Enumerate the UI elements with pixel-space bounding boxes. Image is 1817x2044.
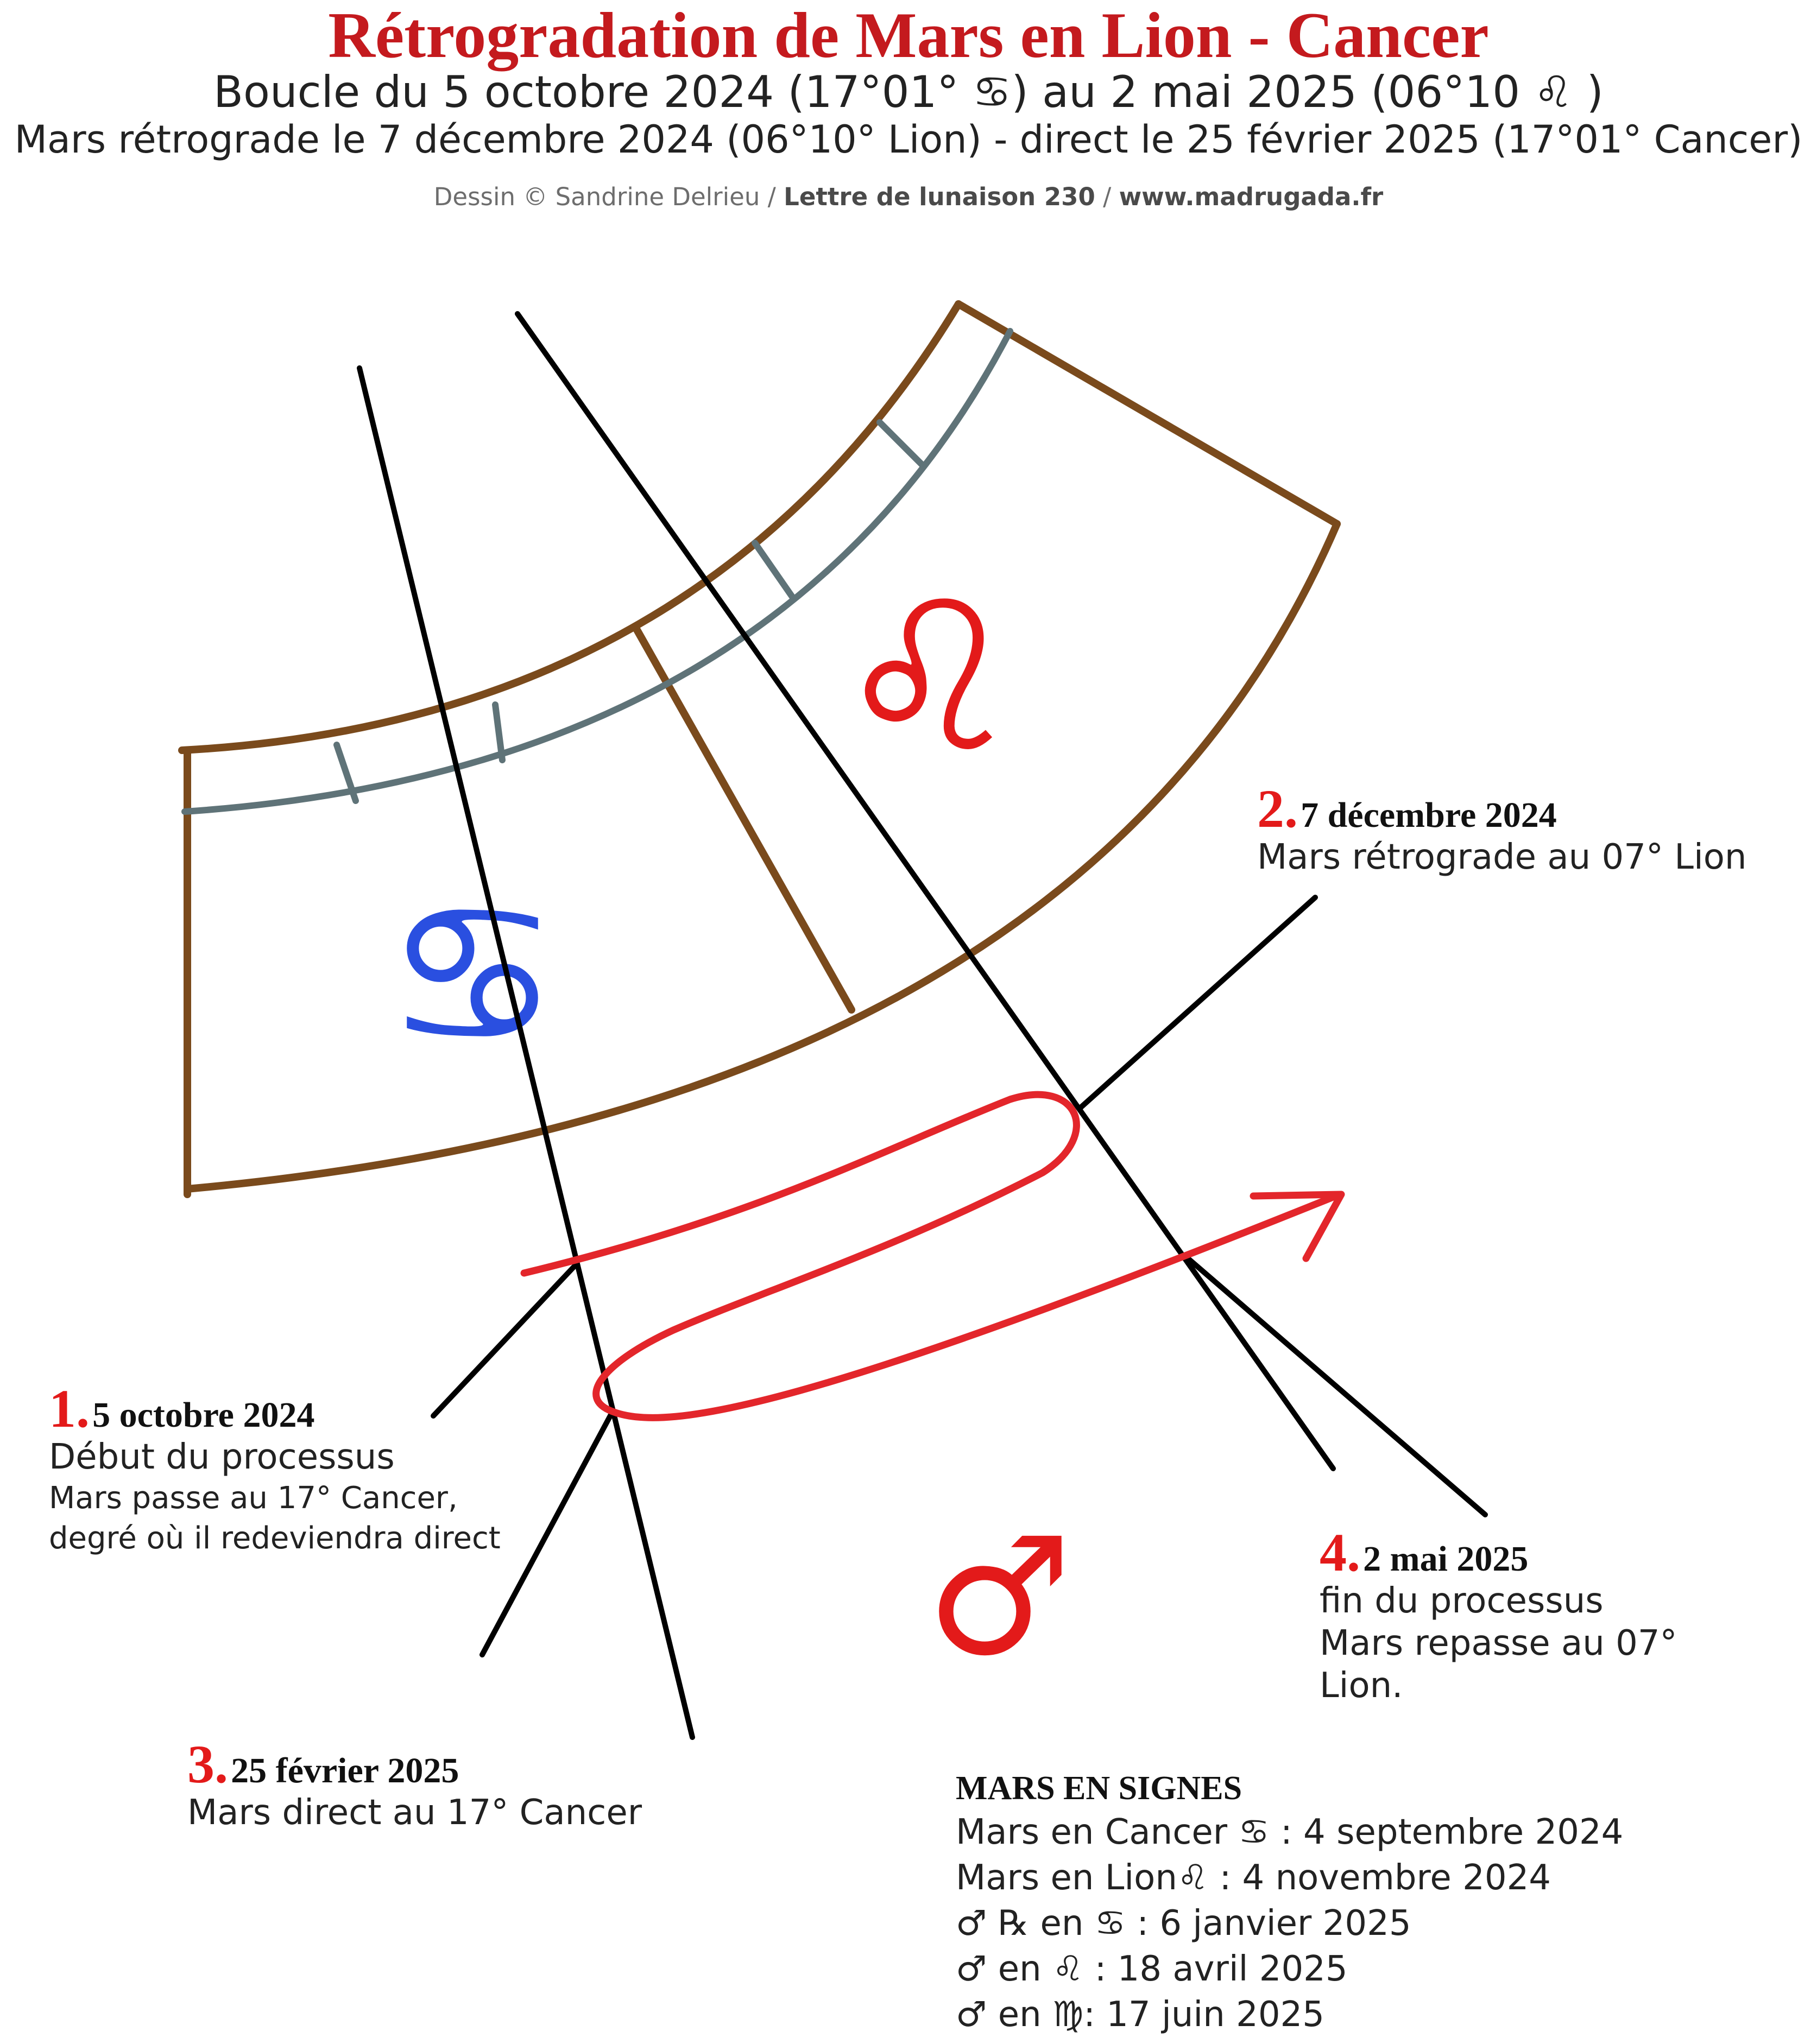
event-4-label	[1320, 1522, 1677, 1707]
degree-tick	[755, 543, 792, 596]
event-4-date: 2 mai 2025	[1363, 1539, 1529, 1579]
mars-in-signs-row: ♂ en ♌ : 18 avril 2025	[956, 1949, 1348, 1989]
leo-glyph-icon: ♌	[836, 558, 1021, 798]
event-2-number: 2.	[1257, 779, 1298, 839]
subtitle-loop-dates: Boucle du 5 octobre 2024 (17°01° ♋) au 2 mai 2025 (06°10 ♌ )	[213, 67, 1604, 117]
leo-07-degree-line	[518, 314, 1333, 1469]
zodiac-wheel-segment	[182, 304, 1337, 1194]
pointer-3	[482, 1412, 613, 1655]
pointer-4	[1189, 1260, 1485, 1515]
event-1-line2: Mars passe au 17° Cancer,	[49, 1480, 458, 1516]
pointer-2	[1081, 897, 1315, 1108]
event-1-line1: Début du processus	[49, 1437, 395, 1477]
mars-in-signs-row: Mars en Lion♌ : 4 novembre 2024	[956, 1858, 1551, 1898]
degree-tick	[880, 422, 923, 466]
mars-in-signs-row: ♂ en ♍: 17 juin 2025	[956, 1995, 1324, 2035]
event-3-line1: Mars direct au 17° Cancer	[187, 1793, 642, 1833]
credit-website[interactable]: www.madrugada.fr	[1119, 182, 1384, 211]
event-3-label	[187, 1734, 642, 1834]
retrograde-loop	[524, 1094, 1341, 1417]
event-2-label	[1257, 779, 1747, 878]
event-4-number: 4.	[1320, 1522, 1360, 1583]
event-4-line2: Mars repasse au 07°	[1320, 1623, 1677, 1663]
mars-in-signs-heading: MARS EN SIGNES	[956, 1770, 1242, 1807]
cancer-glyph-icon: ♋	[384, 861, 560, 1089]
event-4-line3: Lion.	[1320, 1666, 1403, 1706]
event-4-line1: fin du processus	[1320, 1581, 1604, 1621]
subtitle-station-dates: Mars rétrograde le 7 décembre 2024 (06°10° Lion) - direct le 25 février 2025 (17°01° Cancer)	[14, 117, 1803, 162]
credit-author: Dessin © Sandrine Delrieu /	[433, 182, 776, 211]
page-title: Rétrogradation de Mars en Lion - Cancer	[328, 0, 1489, 71]
event-2-date: 7 décembre 2024	[1301, 795, 1557, 835]
event-1-date: 5 octobre 2024	[92, 1395, 315, 1435]
mars-in-signs-row: ♂ ℞ en ♋ : 6 janvier 2025	[956, 1903, 1411, 1944]
event-2-line1: Mars rétrograde au 07° Lion	[1257, 837, 1747, 877]
event-3-date: 25 février 2025	[231, 1751, 459, 1790]
event-1-number: 1.	[49, 1378, 90, 1439]
wheel-right-edge	[958, 304, 1337, 524]
credit-separator: /	[1103, 182, 1112, 211]
loop-path	[524, 1094, 1336, 1417]
mars-in-signs-list	[956, 1767, 1623, 2037]
event-1-line3: degré où il redeviendra direct	[49, 1521, 501, 1556]
event-1-label	[49, 1378, 501, 1559]
event-3-number: 3.	[187, 1734, 228, 1794]
degree-tick	[495, 705, 502, 760]
credit-letter: Lettre de lunaison 230	[784, 182, 1095, 211]
mars-glyph-icon: ♂	[926, 1502, 1072, 1692]
mars-in-signs-row: Mars en Cancer ♋ : 4 septembre 2024	[956, 1812, 1624, 1852]
